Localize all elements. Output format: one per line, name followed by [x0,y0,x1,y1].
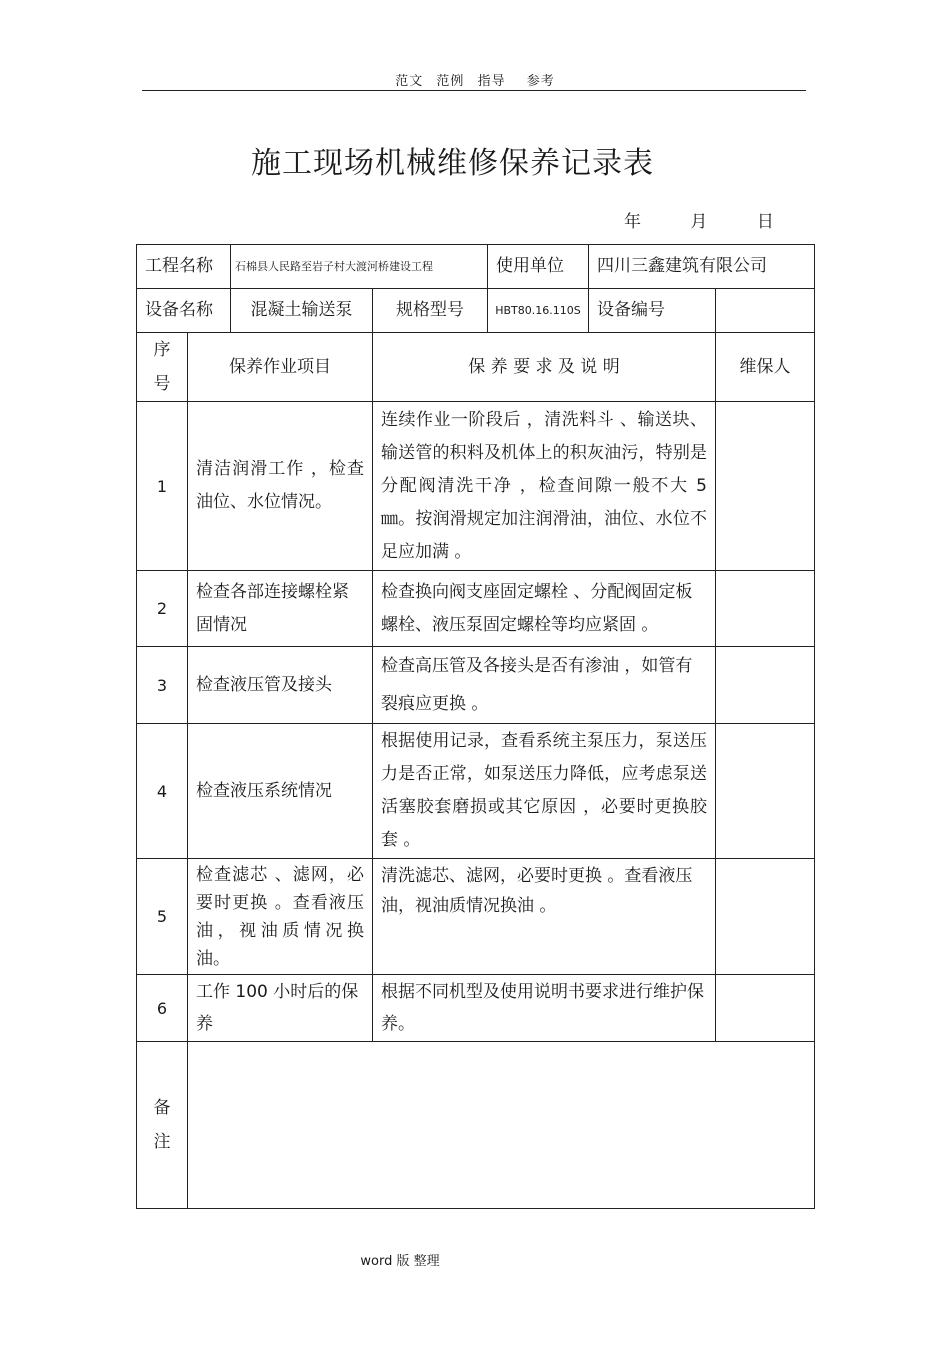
row-requirement: 清洗滤芯、滤网，必要时更换 。查看液压油，视油质情况换油 。 [373,859,716,975]
table-row [137,975,815,1042]
project-label: 工程名称 [137,245,231,289]
row-requirement: 连续作业一阶段后 ，清洗料斗 、输送块、输送管的积料及机体上的积灰油污，特别是分配阀清洗干净 ，检查间隙一般不大 5 ㎜。按润滑规定加注润滑油，油位、水位不足应加满 。 [373,402,716,571]
row-maintainer [716,975,815,1042]
page-footer: word 版 整理 [360,1254,440,1269]
row-no: 6 [137,975,188,1042]
row-requirement: 根据不同机型及使用说明书要求进行维护保养。 [373,975,716,1042]
table-row [137,724,815,859]
row-item: 检查滤芯 、滤网，必要时更换 。查看液压油，视油质情况换油。 [188,859,373,975]
equipment-no-label: 设备编号 [589,289,716,333]
table-row [137,571,815,647]
row-item: 检查各部连接螺栓紧固情况 [188,571,373,647]
page-header-item: 范文 [395,74,424,89]
col-seq-header: 序号 [137,333,188,402]
row-requirement: 检查高压管及各接头是否有渗油 ，如管有裂痕应更换 。 [373,647,716,724]
remarks-label: 备注 [137,1042,188,1209]
col-maintainer-header: 维保人 [716,333,815,402]
equipment-no-value [716,289,815,333]
column-header-row [137,333,815,402]
row-requirement: 根据使用记录，查看系统主泵压力，泵送压力是否正常，如泵送压力降低，应考虑泵送活塞胶套磨损或其它原因 ，必要时更换胶套 。 [373,724,716,859]
user-unit-label: 使用单位 [488,245,589,289]
table-row [137,647,815,724]
date-year: 年 [624,212,641,232]
page-header-item: 指导 [477,74,506,89]
model-label: 规格型号 [373,289,488,333]
project-value: 石棉县人民路至岩子村大渡河桥建设工程 [231,245,488,289]
row-maintainer [716,647,815,724]
table-row [137,402,815,571]
header-divider [142,90,806,91]
row-maintainer [716,724,815,859]
date-month: 月 [690,212,708,232]
user-unit-value: 四川三鑫建筑有限公司 [589,245,815,289]
row-maintainer [716,402,815,571]
date-line [624,207,774,232]
col-requirement-header: 保 养 要 求 及 说 明 [373,333,716,402]
equipment-value: 混凝土输送泵 [231,289,373,333]
row-maintainer [716,571,815,647]
row-item: 检查液压系统情况 [188,724,373,859]
remarks-value [188,1042,815,1209]
row-no: 1 [137,402,188,571]
page-header [0,70,950,89]
info-row-project [137,245,815,289]
col-item-header: 保养作业项目 [188,333,373,402]
page-header-item: 参考 [526,74,555,89]
page-title: 施工现场机械维修保养记录表 [251,146,654,181]
table-row [137,859,815,975]
model-value: HBT80.16.110S [488,289,589,333]
row-requirement: 检查换向阀支座固定螺栓 、分配阀固定板螺栓、液压泵固定螺栓等均应紧固 。 [373,571,716,647]
row-no: 4 [137,724,188,859]
row-item: 清洁润滑工作 ，检查油位、水位情况。 [188,402,373,571]
date-day: 日 [756,212,774,232]
row-no: 5 [137,859,188,975]
maintenance-record-table [136,244,815,1209]
page-header-item: 范例 [436,74,465,89]
row-maintainer [716,859,815,975]
row-item: 检查液压管及接头 [188,647,373,724]
remarks-row [137,1042,815,1209]
row-item: 工作 100 小时后的保养 [188,975,373,1042]
equipment-label: 设备名称 [137,289,231,333]
row-no: 3 [137,647,188,724]
info-row-equipment [137,289,815,333]
row-no: 2 [137,571,188,647]
